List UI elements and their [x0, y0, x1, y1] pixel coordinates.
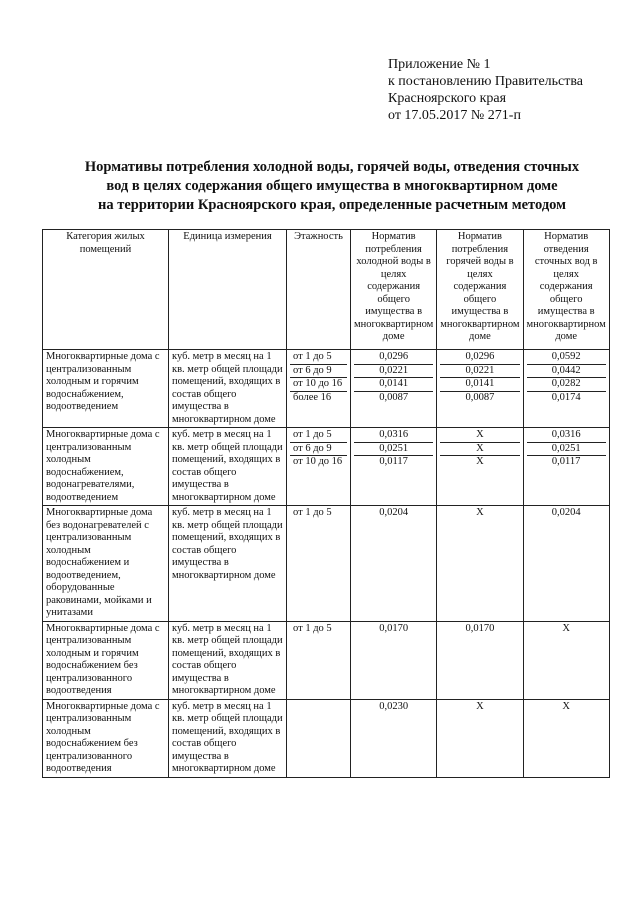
cold-water-norm-value: 0,0087	[379, 391, 409, 403]
category-cell: Многоквартирные дома с централизованным холодным водоснабжением без централизованного водоотведения	[43, 699, 169, 777]
table-row	[43, 506, 610, 622]
cold-water-norm-value: 0,0141	[354, 378, 433, 392]
sewage-norm-cell	[523, 621, 609, 699]
appendix-line: Красноярского края	[388, 91, 507, 106]
floors-value: от 1 до 5	[290, 351, 347, 365]
header-unit: Единица измерения	[169, 230, 287, 350]
floors-value: от 6 до 9	[290, 365, 347, 379]
header-cold-water: Норматив потребления холодной воды в целях содержания общего имущества в многоквартирном доме	[351, 230, 437, 350]
floors-value: от 10 до 16	[290, 378, 347, 392]
floors-value: от 6 до 9	[290, 443, 347, 457]
hot-water-norm-value: 0,0221	[440, 365, 519, 379]
hot-water-norm-value: Х	[440, 443, 519, 457]
appendix-line: от 17.05.2017 № 271-п	[388, 108, 521, 123]
sewage-norm-cell	[523, 506, 609, 622]
hot-water-norm-value: Х	[476, 700, 484, 712]
header-floors: Этажность	[287, 230, 351, 350]
unit-cell: куб. метр в месяц на 1 кв. метр общей площади помещений, входящих в состав общего имущества в многоквартирном доме	[169, 428, 287, 506]
sewage-norm-cell	[523, 699, 609, 777]
unit-cell: куб. метр в месяц на 1 кв. метр общей площади помещений, входящих в состав общего имущества в многоквартирном доме	[169, 621, 287, 699]
cold-water-norm-value: 0,0204	[379, 507, 409, 518]
sewage-norm-value: 0,0592	[527, 351, 606, 365]
sewage-norm-value: Х	[562, 700, 570, 712]
floors-cell	[287, 621, 351, 699]
hot-water-norm-cell	[437, 699, 523, 777]
header-hot-water: Норматив потребления горячей воды в целях содержания общего имущества в многоквартирном доме	[437, 230, 523, 350]
floors-value: от 10 до 16	[293, 456, 343, 467]
sewage-norm-value: Х	[562, 622, 570, 634]
hot-water-norm-value: 0,0087	[465, 391, 495, 403]
hot-water-norm-cell	[437, 506, 523, 622]
cold-water-norm-value: 0,0251	[354, 443, 433, 457]
table-header-row	[43, 230, 610, 350]
title-line: Нормативы потребления холодной воды, горячей воды, отведения сточных	[84, 159, 580, 175]
floors-value	[290, 701, 347, 714]
cold-water-norm-cell	[351, 350, 437, 428]
cold-water-norm-cell	[351, 621, 437, 699]
hot-water-norm-value: 0,0170	[465, 622, 495, 634]
hot-water-norm-cell	[437, 350, 523, 428]
sewage-norm-value: 0,0204	[551, 507, 581, 518]
unit-cell: куб. метр в месяц на 1 кв. метр общей площади помещений, входящих в состав общего имущества в многоквартирном доме	[169, 699, 287, 777]
sewage-norm-value: 0,0174	[551, 391, 581, 403]
sewage-norm-value: 0,0117	[551, 456, 581, 467]
title-line: на территории Красноярского края, определенные расчетным методом	[97, 197, 567, 213]
table-row	[43, 350, 610, 428]
appendix-reference	[388, 56, 583, 124]
sewage-norm-value: 0,0442	[527, 365, 606, 379]
appendix-line: Приложение № 1	[388, 57, 491, 72]
table-row	[43, 428, 610, 506]
floors-value: от 1 до 5	[293, 507, 332, 518]
hot-water-norm-value: 0,0141	[440, 378, 519, 392]
cold-water-norm-cell	[351, 506, 437, 622]
floors-cell	[287, 506, 351, 622]
category-cell: Многоквартирные дома с централизованным холодным и горячим водоснабжением, водоотведением	[43, 350, 169, 428]
header-category: Категория жилых помещений	[43, 230, 169, 350]
hot-water-norm-value: Х	[476, 456, 484, 467]
cold-water-norm-value: 0,0316	[354, 429, 433, 443]
hot-water-norm-value: 0,0296	[440, 351, 519, 365]
sewage-norm-value: 0,0251	[527, 443, 606, 457]
sewage-norm-value: 0,0282	[527, 378, 606, 392]
category-cell: Многоквартирные дома с централизованным холодным и горячим водоснабжением без централизованного водоотведения	[43, 621, 169, 699]
floors-cell	[287, 350, 351, 428]
cold-water-norm-value: 0,0296	[354, 351, 433, 365]
appendix-line: к постановлению Правительства	[388, 74, 584, 89]
floors-cell	[287, 699, 351, 777]
cold-water-norm-cell	[351, 428, 437, 506]
cold-water-norm-value: 0,0230	[379, 700, 409, 712]
title-line: вод в целях содержания общего имущества в многоквартирном доме	[106, 178, 558, 194]
floors-value: от 1 до 5	[293, 622, 332, 634]
norms-table	[42, 229, 610, 778]
sewage-norm-cell	[523, 350, 609, 428]
hot-water-norm-value: Х	[440, 429, 519, 443]
unit-cell: куб. метр в месяц на 1 кв. метр общей площади помещений, входящих в состав общего имущества в многоквартирном доме	[169, 506, 287, 622]
category-cell: Многоквартирные дома без водонагревателей с централизованным холодным водоснабжением и водоотведением, оборудованные раковинами, мойками и унитазами	[43, 506, 169, 622]
sewage-norm-value: 0,0316	[527, 429, 606, 443]
hot-water-norm-cell	[437, 428, 523, 506]
cold-water-norm-value: 0,0170	[379, 622, 409, 634]
cold-water-norm-value: 0,0221	[354, 365, 433, 379]
floors-cell	[287, 428, 351, 506]
table-row	[43, 621, 610, 699]
header-sewage: Норматив отведения сточных вод в целях содержания общего имущества в многоквартирном доме	[523, 230, 609, 350]
cold-water-norm-cell	[351, 699, 437, 777]
floors-value: от 1 до 5	[290, 429, 347, 443]
sewage-norm-cell	[523, 428, 609, 506]
floors-value: более 16	[293, 391, 332, 403]
hot-water-norm-cell	[437, 621, 523, 699]
cold-water-norm-value: 0,0117	[379, 456, 408, 467]
unit-cell: куб. метр в месяц на 1 кв. метр общей площади помещений, входящих в состав общего имущества в многоквартирном доме	[169, 350, 287, 428]
hot-water-norm-value: Х	[476, 507, 484, 518]
document-title	[60, 158, 604, 215]
category-cell: Многоквартирные дома с централизованным холодным водоснабжением, водонагревателями, водоотведением	[43, 428, 169, 506]
table-row	[43, 699, 610, 777]
